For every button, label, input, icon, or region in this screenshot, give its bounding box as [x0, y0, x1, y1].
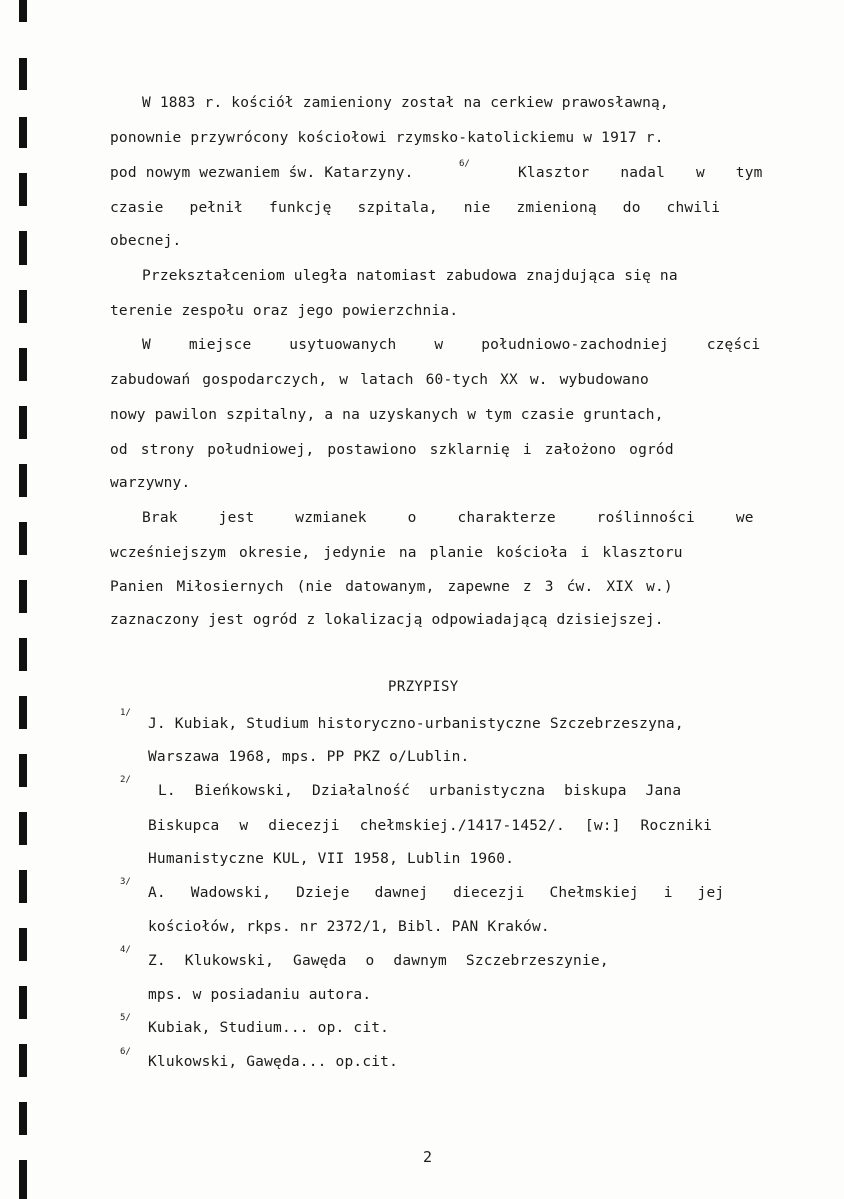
binding-hole — [19, 290, 27, 323]
binding-hole — [19, 812, 27, 845]
text-line: ponownie przywrócony kościołowi rzymsko-katolickiemu w 1917 r. — [110, 130, 664, 146]
text-line: wcześniejszym okresie, jedynie na planie kościoła i klasztoru — [110, 545, 683, 561]
binding-hole — [19, 1044, 27, 1077]
footnote-line: Biskupca w diecezji chełmskiej./1417-1452/. [w:] Roczniki — [148, 818, 712, 834]
footnote-line: kościołów, rkps. nr 2372/1, Bibl. PAN Kraków. — [148, 919, 550, 935]
text-line: terenie zespołu oraz jego powierzchnia. — [110, 303, 459, 319]
footnote-line: L. Bieńkowski, Działalność urbanistyczna biskupa Jana — [158, 783, 682, 799]
text-line: Panien Miłosiernych (nie datowanym, zapewne z 3 ćw. XIX w.) — [110, 579, 673, 595]
text-line: Brak jest wzmianek o charakterze roślinności we — [142, 510, 754, 526]
binding-hole — [19, 580, 27, 613]
footnote-mark: 3/ — [120, 877, 131, 887]
binding-strip — [0, 0, 60, 1199]
footnote-ref: 6/ — [459, 159, 470, 169]
footnote-mark: 1/ — [120, 708, 131, 718]
binding-hole — [19, 522, 27, 555]
text-line: warzywny. — [110, 475, 191, 491]
binding-hole — [19, 406, 27, 439]
binding-hole — [19, 348, 27, 381]
binding-hole — [19, 1102, 27, 1135]
footnotes-heading: PRZYPISY — [388, 679, 459, 695]
text-line: W miejsce usytuowanych w południowo-zachodniej części — [142, 337, 761, 353]
binding-hole — [19, 117, 27, 148]
binding-hole — [19, 696, 27, 729]
binding-hole — [19, 928, 27, 961]
footnote-line: Klukowski, Gawęda... op.cit. — [148, 1054, 399, 1070]
text-line: Klasztor nadal w tym — [518, 165, 763, 181]
text-line: czasie pełnił funkcję szpitala, nie zmienioną do chwili — [110, 200, 721, 216]
binding-hole — [19, 58, 27, 90]
text-line: zabudowań gospodarczych, w latach 60-tych XX w. wybudowano — [110, 372, 649, 388]
footnote-line: mps. w posiadaniu autora. — [148, 987, 372, 1003]
text-line: nowy pawilon szpitalny, a na uzyskanych w tym czasie gruntach, — [110, 407, 664, 423]
binding-hole — [19, 870, 27, 903]
binding-hole — [19, 638, 27, 671]
text-line: zaznaczony jest ogród z lokalizacją odpowiadającą dzisiejszej. — [110, 612, 664, 628]
text-line: Przekształceniom uległa natomiast zabudowa znajdująca się na — [142, 268, 678, 284]
binding-hole — [19, 464, 27, 497]
binding-hole — [19, 986, 27, 1019]
footnote-line: Humanistyczne KUL, VII 1958, Lublin 1960. — [148, 851, 515, 867]
text-line: od strony południowej, postawiono szklarnię i założono ogród — [110, 442, 674, 458]
footnote-mark: 6/ — [120, 1047, 131, 1057]
text-line: obecnej. — [110, 233, 182, 249]
text-line: pod nowym wezwaniem św. Katarzyny. — [110, 165, 414, 181]
footnote-line: Kubiak, Studium... op. cit. — [148, 1020, 390, 1036]
binding-hole — [19, 173, 27, 206]
text-line: W 1883 r. kościół zamieniony został na cerkiew prawosławną, — [142, 95, 669, 111]
footnote-mark: 5/ — [120, 1013, 131, 1023]
page-number: 2 — [423, 1148, 433, 1166]
footnote-line: J. Kubiak, Studium historyczno-urbanistyczne Szczebrzeszyna, — [148, 716, 684, 732]
binding-hole — [19, 754, 27, 787]
binding-hole — [19, 1160, 27, 1199]
footnote-line: A. Wadowski, Dzieje dawnej diecezji Chełmskiej i jej — [148, 885, 725, 901]
binding-hole — [19, 231, 27, 265]
footnote-line: Warszawa 1968, mps. PP PKZ o/Lublin. — [148, 749, 470, 765]
footnote-mark: 4/ — [120, 945, 131, 955]
footnote-line: Z. Klukowski, Gawęda o dawnym Szczebrzeszynie, — [148, 953, 609, 969]
footnote-mark: 2/ — [120, 775, 131, 785]
binding-hole — [19, 0, 27, 22]
